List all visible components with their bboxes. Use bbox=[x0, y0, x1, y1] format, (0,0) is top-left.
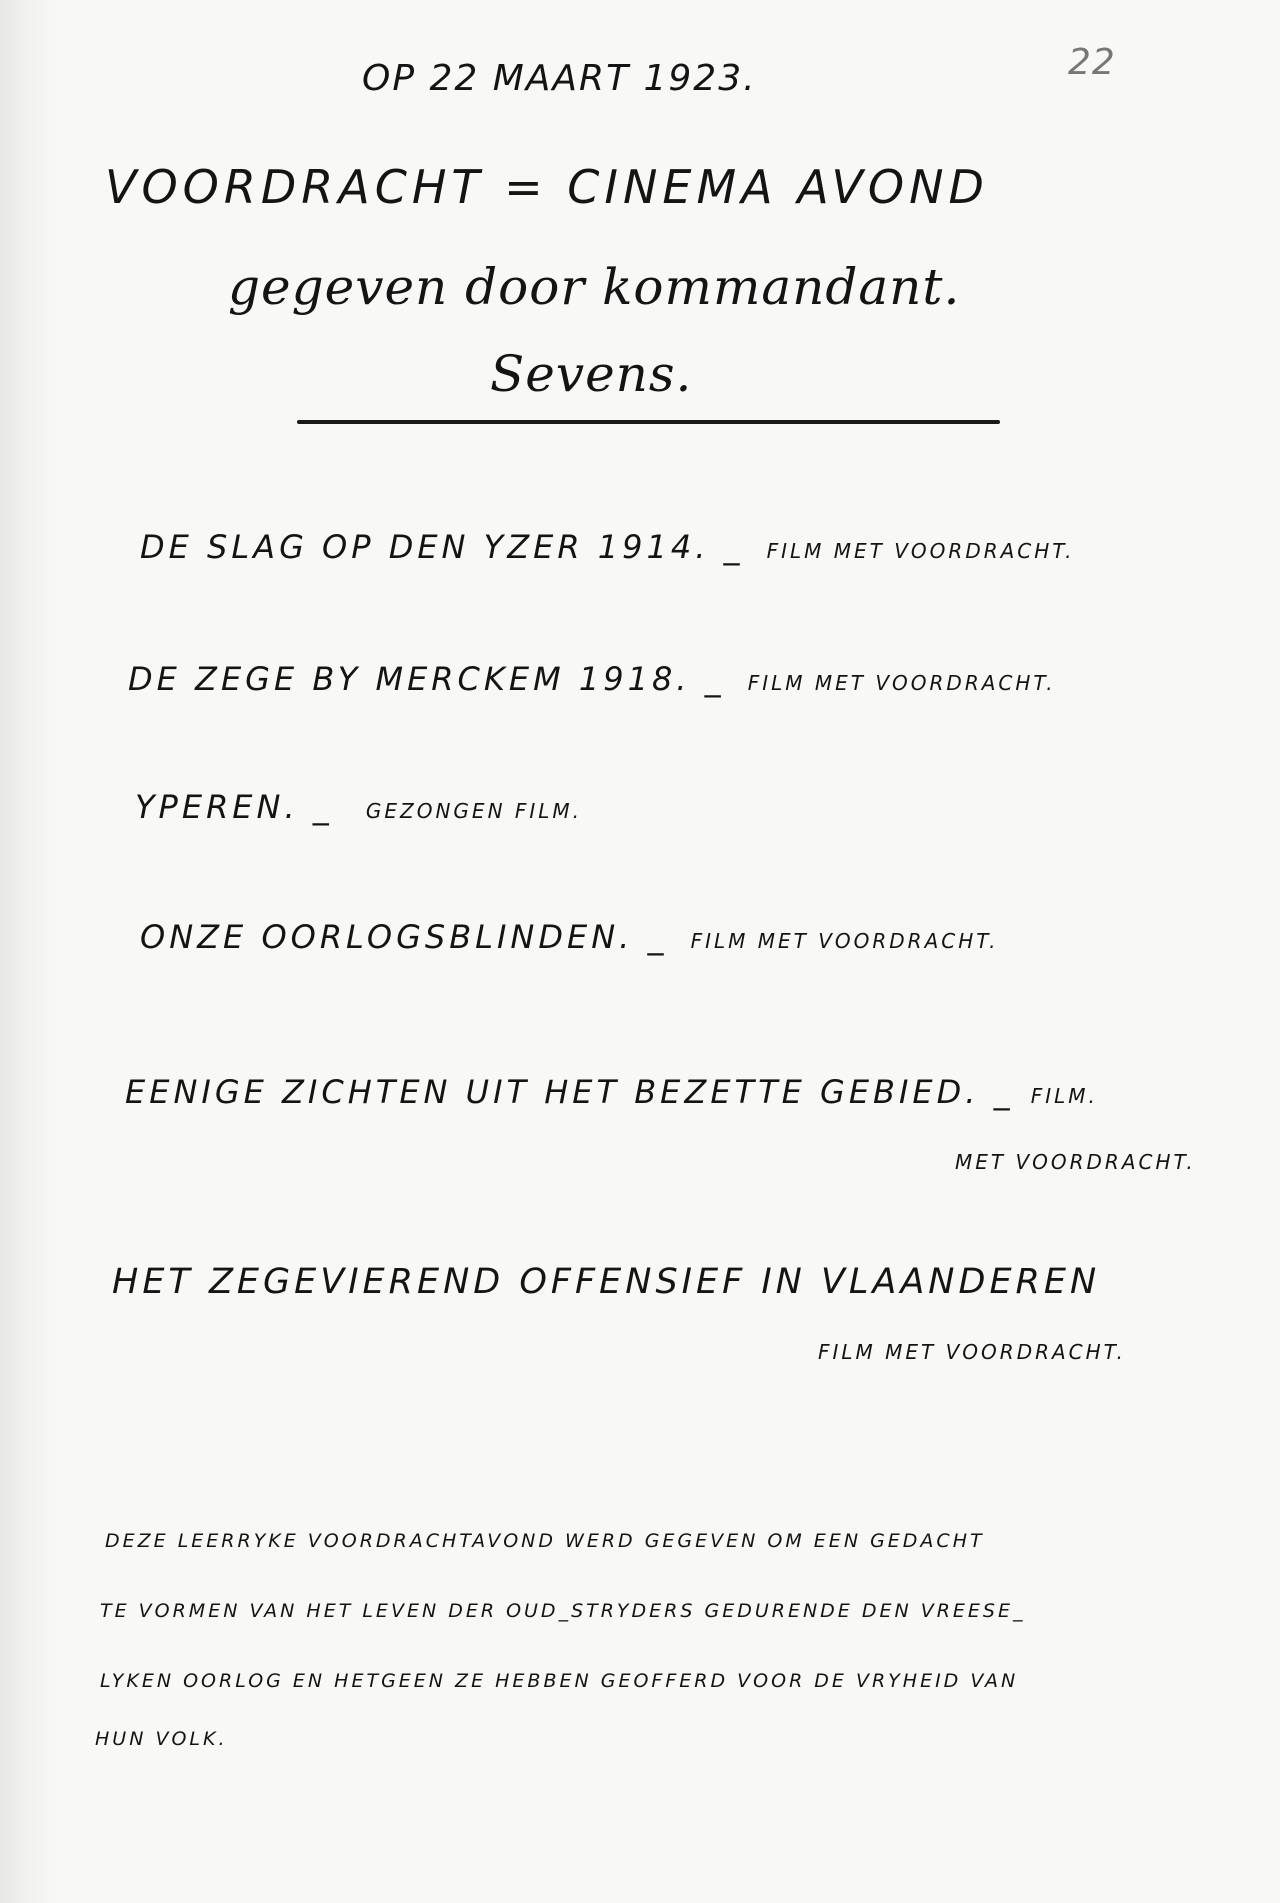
program-item-desc-continued: FILM MET VOORDRACHT. bbox=[818, 1340, 1126, 1364]
program-item-title: HET ZEGEVIEREND OFFENSIEF IN VLAANDEREN bbox=[112, 1262, 1101, 1302]
program-item-title: DE ZEGE BY MERCKEM 1918. _ bbox=[128, 660, 725, 698]
program-item-title: ONZE OORLOGSBLINDEN. _ bbox=[140, 918, 668, 956]
program-item-desc-continued: MET VOORDRACHT. bbox=[955, 1150, 1196, 1174]
event-title: VOORDRACHT = CINEMA AVOND bbox=[105, 160, 989, 214]
closing-note-line: LYKEN OORLOG EN HETGEEN ZE HEBBEN GEOFFERD VOOR DE VRYHEID VAN bbox=[100, 1670, 1019, 1692]
closing-note-line: DEZE LEERRYKE VOORDRACHTAVOND WERD GEGEVEN OM EEN GEDACHT bbox=[105, 1530, 985, 1552]
program-item-desc: FILM. bbox=[1030, 1084, 1098, 1108]
program-item bbox=[125, 1073, 1098, 1111]
program-item-title: YPEREN. _ bbox=[135, 788, 333, 826]
program-item-desc: FILM MET VOORDRACHT. bbox=[747, 671, 1056, 695]
page-number: 22 bbox=[1068, 42, 1116, 83]
program-item bbox=[128, 660, 1056, 698]
program-item-desc: FILM MET VOORDRACHT. bbox=[690, 929, 999, 953]
event-subtitle-line2: Sevens. bbox=[490, 345, 693, 403]
program-item bbox=[140, 918, 998, 956]
event-date: OP 22 MAART 1923. bbox=[362, 58, 757, 99]
event-subtitle-line1: gegeven door kommandant. bbox=[228, 258, 961, 316]
program-item bbox=[140, 528, 1075, 566]
program-item-title: EENIGE ZICHTEN UIT HET BEZETTE GEBIED. _ bbox=[125, 1073, 1014, 1111]
program-item-desc: GEZONGEN FILM. bbox=[365, 799, 583, 823]
program-item bbox=[112, 1262, 1100, 1302]
title-divider bbox=[297, 420, 1000, 424]
closing-note-line: TE VORMEN VAN HET LEVEN DER OUD_STRYDERS GEDURENDE DEN VREESE_ bbox=[100, 1600, 1026, 1622]
program-item-title: DE SLAG OP DEN YZER 1914. _ bbox=[140, 528, 744, 566]
closing-note-line: HUN VOLK. bbox=[95, 1728, 228, 1750]
program-item bbox=[135, 788, 582, 826]
program-item-desc: FILM MET VOORDRACHT. bbox=[766, 539, 1075, 563]
